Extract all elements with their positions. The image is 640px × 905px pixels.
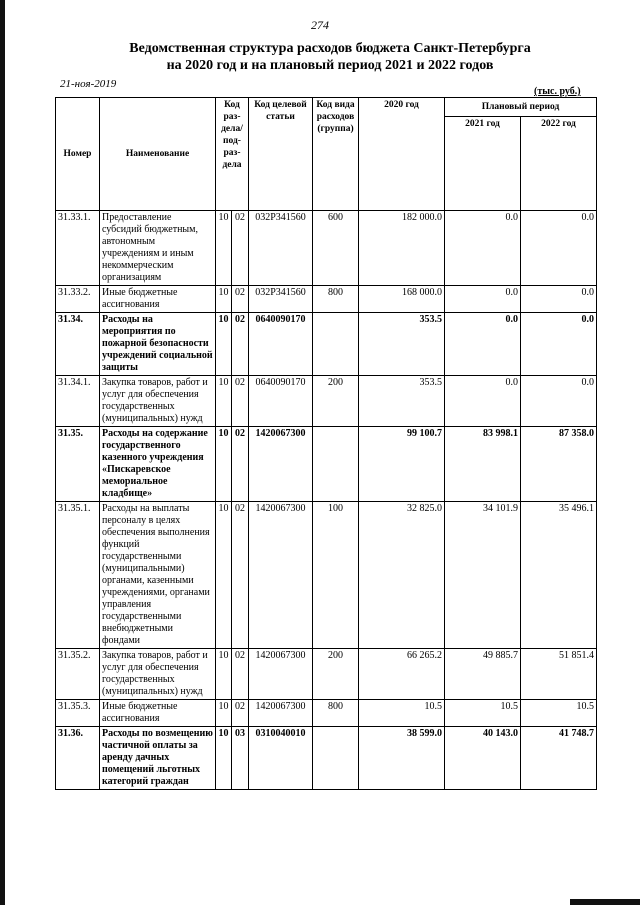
- row-value-2021: 0.0: [445, 313, 521, 376]
- row-subsection: 02: [232, 211, 249, 286]
- row-target: 0640090170: [249, 313, 313, 376]
- row-name: Предоставление субсидий бюджетным, автономным учреждениям и иным некоммерческим организациям: [100, 211, 216, 286]
- table-row: [56, 286, 597, 313]
- row-value-2022: 51 851.4: [521, 649, 597, 700]
- table-row: [56, 502, 597, 649]
- row-name: Расходы на содержание государственного казенного учреждения «Пискаревское мемориальное кладбище»: [100, 427, 216, 502]
- header-target: Код целевой статьи: [249, 98, 313, 211]
- row-section: 10: [216, 649, 232, 700]
- row-value-2020: 10.5: [359, 700, 445, 727]
- title-line-1: Ведомственная структура расходов бюджета Санкт-Петербурга: [129, 41, 531, 56]
- scan-edge: [0, 0, 5, 905]
- table-row: [56, 427, 597, 502]
- row-value-2021: 40 143.0: [445, 727, 521, 790]
- row-expense-type: [313, 427, 359, 502]
- row-value-2021: 49 885.7: [445, 649, 521, 700]
- row-subsection: 02: [232, 427, 249, 502]
- row-name: Расходы на мероприятия по пожарной безопасности учреждений социальной защиты: [100, 313, 216, 376]
- row-expense-type: 800: [313, 700, 359, 727]
- row-section: 10: [216, 313, 232, 376]
- header-number: Номер: [56, 98, 100, 211]
- document-date: 21-ноя-2019: [60, 78, 117, 90]
- table-row: [56, 700, 597, 727]
- row-number: 31.35.1.: [56, 502, 100, 649]
- row-value-2022: 0.0: [521, 313, 597, 376]
- row-name: Закупка товаров, работ и услуг для обеспечения государственных (муниципальных) нужд: [100, 649, 216, 700]
- row-target: 1420067300: [249, 502, 313, 649]
- row-name: Расходы на выплаты персоналу в целях обеспечения выполнения функций государственными (муниципальными) органами, казенными учреждениями, органами управления государственными внебюджетными фондами: [100, 502, 216, 649]
- row-value-2020: 353.5: [359, 376, 445, 427]
- header-section: Код раз-дела/ под-раз-дела: [216, 98, 249, 211]
- row-value-2020: 66 265.2: [359, 649, 445, 700]
- row-section: 10: [216, 727, 232, 790]
- row-value-2020: 38 599.0: [359, 727, 445, 790]
- row-value-2022: 10.5: [521, 700, 597, 727]
- row-expense-type: 600: [313, 211, 359, 286]
- row-target: 1420067300: [249, 427, 313, 502]
- row-name: Закупка товаров, работ и услуг для обеспечения государственных (муниципальных) нужд: [100, 376, 216, 427]
- document-title: [90, 40, 570, 74]
- table-row: [56, 727, 597, 790]
- header-planned: Плановый период: [445, 98, 597, 117]
- row-value-2021: 0.0: [445, 376, 521, 427]
- row-subsection: 02: [232, 502, 249, 649]
- row-number: 31.35.2.: [56, 649, 100, 700]
- row-number: 31.35.3.: [56, 700, 100, 727]
- header-2020: 2020 год: [359, 98, 445, 211]
- row-subsection: 02: [232, 313, 249, 376]
- row-value-2022: 0.0: [521, 211, 597, 286]
- row-value-2020: 32 825.0: [359, 502, 445, 649]
- row-number: 31.33.2.: [56, 286, 100, 313]
- row-expense-type: 800: [313, 286, 359, 313]
- row-name: Иные бюджетные ассигнования: [100, 286, 216, 313]
- header-name: Наименование: [100, 98, 216, 211]
- row-target: 0310040010: [249, 727, 313, 790]
- row-value-2021: 10.5: [445, 700, 521, 727]
- row-section: 10: [216, 502, 232, 649]
- row-subsection: 02: [232, 286, 249, 313]
- table-row: [56, 211, 597, 286]
- row-target: 032P341560: [249, 211, 313, 286]
- row-section: 10: [216, 286, 232, 313]
- row-value-2021: 34 101.9: [445, 502, 521, 649]
- row-subsection: 03: [232, 727, 249, 790]
- row-value-2021: 83 998.1: [445, 427, 521, 502]
- row-section: 10: [216, 427, 232, 502]
- header-2022: 2022 год: [521, 117, 597, 211]
- table-row: [56, 376, 597, 427]
- row-expense-type: [313, 313, 359, 376]
- row-expense-type: [313, 727, 359, 790]
- row-value-2022: 87 358.0: [521, 427, 597, 502]
- row-value-2020: 353.5: [359, 313, 445, 376]
- row-expense-type: 200: [313, 649, 359, 700]
- header-2021: 2021 год: [445, 117, 521, 211]
- page-number: 274: [311, 18, 329, 32]
- row-value-2022: 35 496.1: [521, 502, 597, 649]
- row-value-2022: 41 748.7: [521, 727, 597, 790]
- row-target: 0640090170: [249, 376, 313, 427]
- row-expense-type: 200: [313, 376, 359, 427]
- row-section: 10: [216, 376, 232, 427]
- row-name: Расходы по возмещению частичной оплаты за аренду дачных помещений льготных категорий граждан: [100, 727, 216, 790]
- row-subsection: 02: [232, 700, 249, 727]
- header-expense-type: Код вида расходов (группа): [313, 98, 359, 211]
- row-number: 31.36.: [56, 727, 100, 790]
- row-value-2022: 0.0: [521, 376, 597, 427]
- row-section: 10: [216, 211, 232, 286]
- row-expense-type: 100: [313, 502, 359, 649]
- row-value-2021: 0.0: [445, 286, 521, 313]
- row-value-2020: 182 000.0: [359, 211, 445, 286]
- row-number: 31.33.1.: [56, 211, 100, 286]
- table-row: [56, 649, 597, 700]
- row-value-2020: 99 100.7: [359, 427, 445, 502]
- row-number: 31.35.: [56, 427, 100, 502]
- row-value-2021: 0.0: [445, 211, 521, 286]
- scan-mark: [570, 899, 640, 905]
- row-target: 1420067300: [249, 700, 313, 727]
- budget-table: [55, 97, 597, 790]
- row-target: 1420067300: [249, 649, 313, 700]
- row-subsection: 02: [232, 649, 249, 700]
- row-value-2022: 0.0: [521, 286, 597, 313]
- row-subsection: 02: [232, 376, 249, 427]
- units-label: (тыс. руб.): [534, 86, 581, 97]
- row-target: 032P341560: [249, 286, 313, 313]
- row-number: 31.34.1.: [56, 376, 100, 427]
- row-section: 10: [216, 700, 232, 727]
- table-row: [56, 313, 597, 376]
- title-line-2: на 2020 год и на плановый период 2021 и 2022 годов: [166, 58, 494, 73]
- row-value-2020: 168 000.0: [359, 286, 445, 313]
- row-name: Иные бюджетные ассигнования: [100, 700, 216, 727]
- row-number: 31.34.: [56, 313, 100, 376]
